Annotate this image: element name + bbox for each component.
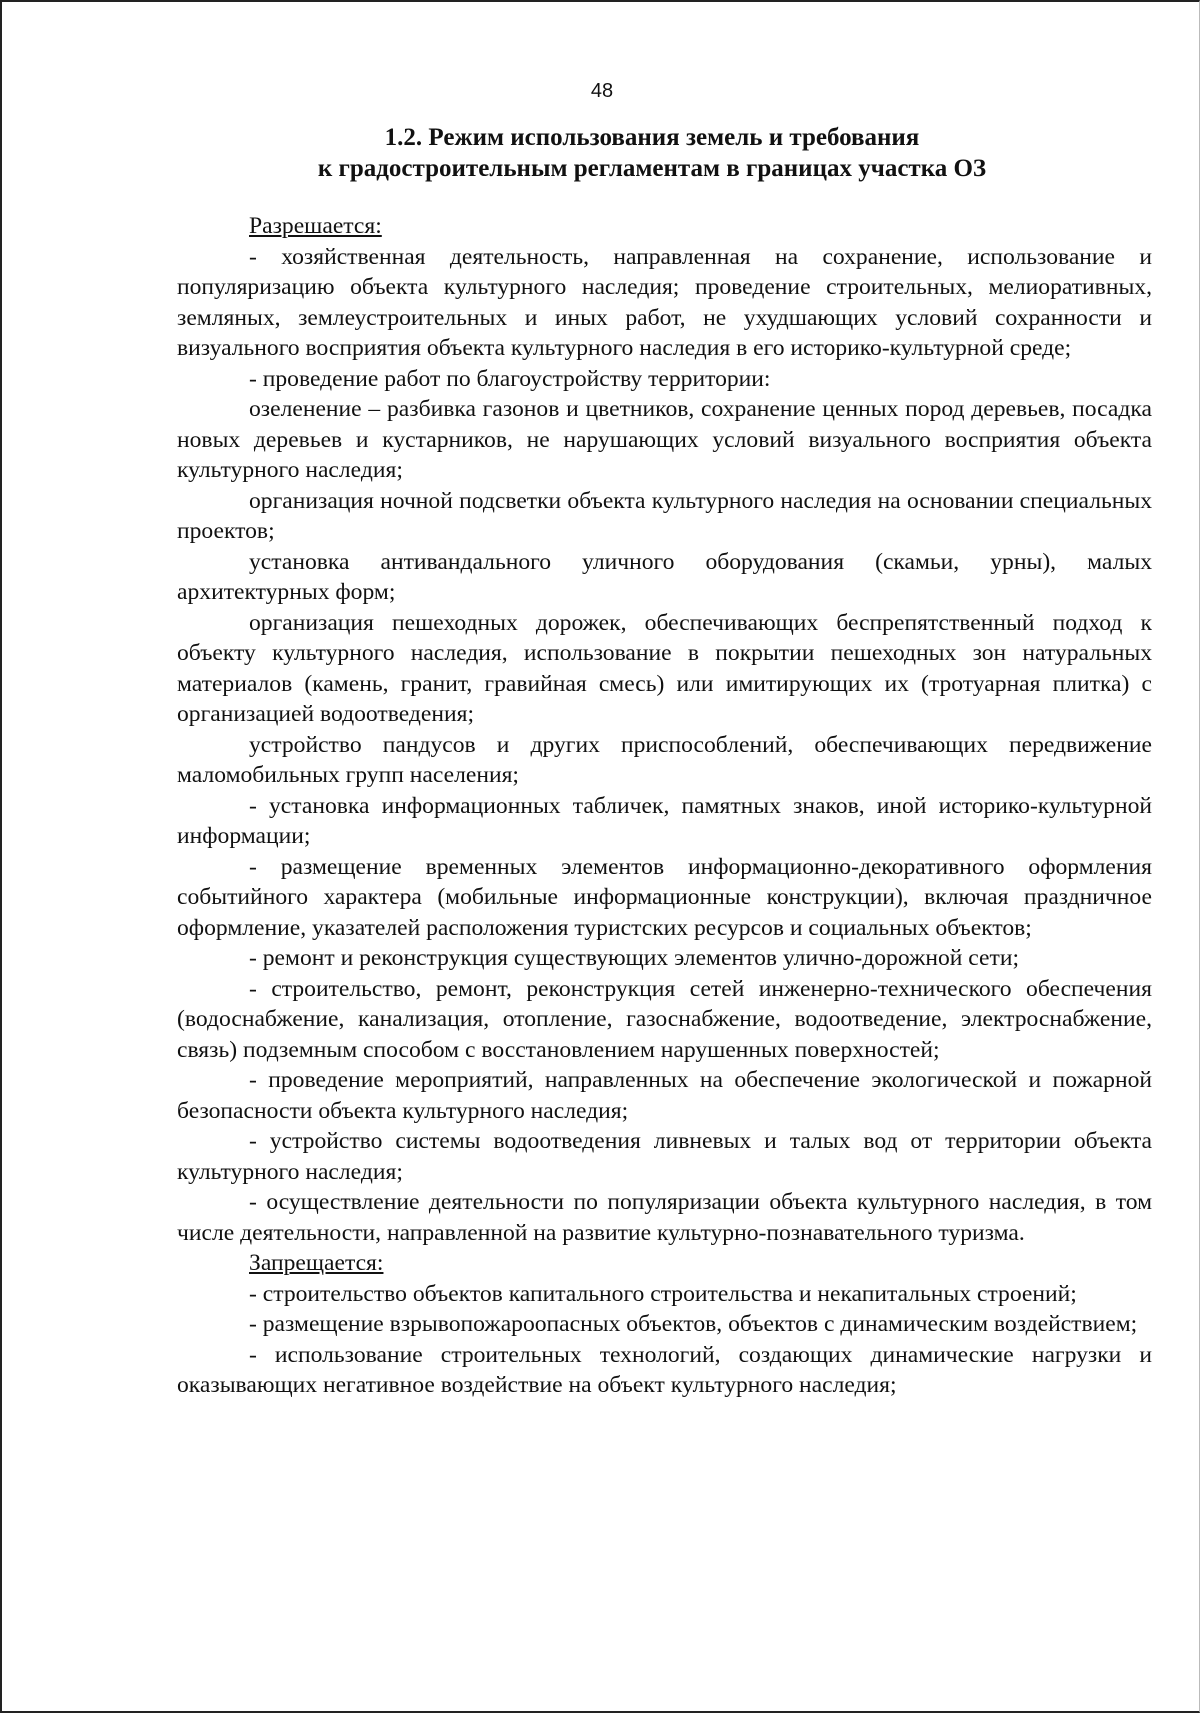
forbidden-item: - использование строительных технологий, создающих динамические нагрузки и оказывающих негативное воздействие на объект культурного наследия; [177,1341,1152,1398]
allowed-item: - ремонт и реконструкция существующих элементов улично-дорожной сети; [249,945,1019,971]
document-body [177,211,1152,1401]
forbidden-item: - строительство объектов капитального строительства и некапитальных строений; [249,1280,1077,1307]
allowed-item: - хозяйственная деятельность, направленная на сохранение, использование и популяризацию объекта культурного наследия; проведение строительных, мелиоративных, земляных, землеустроительных и иных работ, не ухудшающих условий сохранности и визуального восприятия объекта культурного наследия в его историко-культурной среде; [177,243,1152,361]
section-heading [152,122,1152,184]
forbidden-item: - размещение взрывопожароопасных объектов, объектов с динамическим воздействием; [249,1311,1138,1337]
page-number: 48 [590,80,614,102]
allowed-item: - строительство, ремонт, реконструкция сетей инженерно-технического обеспечения (водоснабжение, канализация, отопление, газоснабжение, водоотведение, электроснабжение, связь) подземным способом с восстановлением нарушенных поверхностей; [177,975,1152,1063]
section-heading-line-1: 1.2. Режим использования земель и требования [384,124,920,151]
allowed-item: - устройство системы водоотведения ливневых и талых вод от территории объекта культурного наследия; [177,1128,1152,1185]
allowed-item: - установка информационных табличек, памятных знаков, иной историко-культурной информации; [177,792,1152,849]
allowed-item: - осуществление деятельности по популяризации объекта культурного наследия, в том числе деятельности, направленной на развитие культурно-познавательного туризма. [177,1189,1152,1246]
section-heading-line-2: к градостроительным регламентам в границах участка ОЗ [317,155,987,182]
allowed-item: установка антивандального уличного оборудования (скамьи, урны), малых архитектурных форм; [177,548,1152,605]
allowed-item: организация ночной подсветки объекта культурного наследия на основании специальных проектов; [177,487,1152,544]
allowed-item: устройство пандусов и других приспособлений, обеспечивающих передвижение маломобильных групп населения; [177,731,1152,788]
forbidden-label: Запрещается: [249,1250,384,1276]
allowed-item: - размещение временных элементов информационно-декоративного оформления событийного характера (мобильные информационные конструкции), включая праздничное оформление, указателей расположения туристских ресурсов и социальных объектов; [177,853,1152,941]
allowed-item: озеленение – разбивка газонов и цветников, сохранение ценных пород деревьев, посадка новых деревьев и кустарников, не нарушающих условий визуального восприятия объекта культурного наследия; [177,396,1152,483]
allowed-item: - проведение мероприятий, направленных на обеспечение экологической и пожарной безопасности объекта культурного наследия; [177,1067,1152,1124]
allowed-item: организация пешеходных дорожек, обеспечивающих беспрепятственный подход к объекту культурного наследия, использование в покрытии пешеходных зон натуральных материалов (камень, гранит, гравийная смесь) или имитирующих их (тротуарная плитка) с организацией водоотведения; [177,609,1152,727]
allowed-item: - проведение работ по благоустройству территории: [249,365,771,392]
allowed-label: Разрешается: [249,213,382,239]
